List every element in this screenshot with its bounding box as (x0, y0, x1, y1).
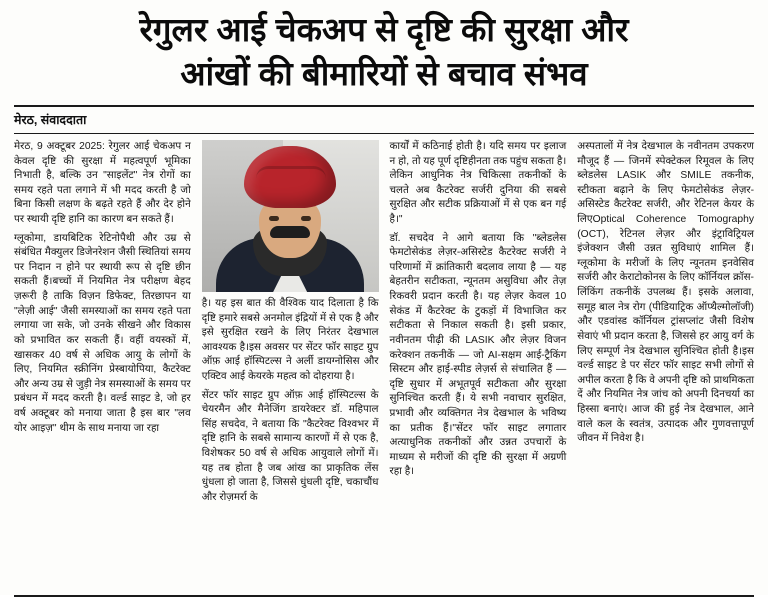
footer-divider (14, 595, 754, 597)
paragraph: ग्लूकोमा, डायबिटिक रेटिनोपैथी और उम्र से संबंधित मैक्युलर डिजेनरेशन जैसी स्थितियां समय पर निदान न होने पर स्थायी रूप से दृष्टि छीन सकती हैं।बच्चों में नियमित नेत्र परीक्षण बेहद ज़रूरी है ताकि विज़न डिफेक्ट, तिरछापन या "लेज़ी आई" जैसी समस्याओं का समय रहते पता लगाया जा सके, जो उनके सीखने और विकास को प्रभावित कर सकती हैं। वहीं वयस्कों में, खासकर 40 वर्ष से अधिक आयु के लोगों के लिए, नियमित स्क्रीनिंग प्रेस्बायोपिया, कैटरेक्ट और अन्य उम्र से जुड़ी नेत्र समस्याओं के समय पर प्रबंधन में मदद करती है। वर्ल्ड साइट डे, जो हर वर्ष अक्टूबर को मनाया जाता है इस बार "लव योर आइज़" थीम के साथ मनाया जा रहा (14, 232, 191, 434)
article-columns (14, 140, 754, 589)
page-title (14, 10, 754, 95)
article-column-1 (14, 140, 191, 589)
headline-divider (14, 105, 754, 107)
paragraph: है। यह इस बात की वैश्विक याद दिलाता है कि दृष्टि हमारे सबसे अनमोल इंद्रियों में से एक है और इसे सुरक्षित रखने के लिए निरंतर देखभाल आवश्यक है।इस अवसर पर सेंटर फॉर साइट ग्रुप ऑफ़ आई हॉस्पिटल्स ने अर्ली डायग्नोसिस और एक्टिव आई केयरके महत्व को दोहराया है। (201, 298, 379, 383)
photo-wrapper (202, 140, 379, 292)
paragraph: मेरठ, 9 अक्टूबर 2025: रेगुलर आई चेकअप न केवल दृष्टि की सुरक्षा में महत्वपूर्ण भूमिका निभाती है, बल्कि उन "साइलेंट" नेत्र रोगों का समय रहते पता लगाने में भी मदद करती है जो बिना किसी लक्षण के बढ़ते रहते हैं और देर होने पर स्थायी दृष्टि हानि का कारण बन सकते हैं। (14, 141, 191, 226)
paragraph: कार्यों में कठिनाई होती है। यदि समय पर इलाज न हो, तो यह पूर्ण दृष्टिहीनता तक पहुंच सकता है। लेकिन आधुनिक नेत्र चिकित्सा तकनीकों के चलते अब कैटरेक्ट सर्जरी दुनिया की सबसे सुरक्षित और सटीक प्रक्रियाओं में से एक बन गई है।" (389, 141, 567, 226)
doctor-portrait-image (202, 140, 379, 292)
paragraph: डॉ. सचदेव ने आगे बताया कि "ब्लेडलेस फेमटोसेकंड लेज़र-असिस्टेड कैटरेक्ट सर्जरी ने परिणामों में क्रांतिकारी बदलाव लाया है — यह बेहतरीन सटीकता, न्यूनतम असुविधा और तेज़ रिकवरी प्रदान करती है। यह लेज़र केवल 10 सेकंड में कैटरेक्ट के टुकड़ों में विभाजित कर सटीकता से निकाल सकती है। इसी प्रकार, नवीनतम पीढ़ी की LASIK और लेज़र विजन करेक्शन तकनीकें — जो AI-सक्षम आई-ट्रैकिंग सिस्टम और हाई-स्पीड लेज़र्स से संचालित हैं — दृष्टि सुधार में अभूतपूर्व सटीकता और सुरक्षा सुनिश्चित करती हैं। ये सभी नवाचार सुरक्षित, प्रभावी और व्यक्तिगत नेत्र देखभाल के भविष्य का प्रतीक हैं।"सेंटर फॉर साइट लगातार अत्याधुनिक तकनीकों और उन्नत उपचारों के माध्यम से मरीजों की दृष्टि की सुरक्षा में अग्रणी रहा है। (389, 232, 567, 478)
article-column-2 (202, 140, 379, 589)
paragraph: अस्पतालों में नेत्र देखभाल के नवीनतम उपकरण मौजूद हैं — जिनमें स्पेक्टेकल रिमूवल के लिए ब्लेडलेस LASIK और SMILE तकनीक, स्टीकता बढ़ाने के लिए फेमटोसेकंड लेज़र-असिस्टेड कैटरेक्ट सर्जरी, और रेटिनल केयर के लिएOptical Coherence Tomography (OCT), रेटिनल लेज़र और इंट्राविट्रियल इंजेक्शन जैसी उन्नत सुविधाएं शामिल हैं। ग्लूकोमा के मरीजों के लिए न्यूनतम इनवेसिव सर्जरी और केराटोकोनस के लिए कॉर्नियल क्रॉस-लिंकिंग तकनीकें उपलब्ध हैं। इसके अलावा, समूह बाल नेत्र रोग (पीडियाट्रिक ऑप्थैल्मोलॉजी) और एडवांस्ड कॉर्नियल ट्रांसप्लांट जैसी विशेष सेवाएं भी प्रदान करता है, जिससे हर आयु वर्ग के लिए सम्पूर्ण नेत्र देखभाल सुनिश्चित होती है।इस वर्ल्ड साइट डे पर सेंटर फॉर साइट सभी लोगों से अपील करता है कि वे अपनी दृष्टि को प्राथमिकता दें और नियमित नेत्र जांच को अपनी दिनचर्या का हिस्सा बनाएं। आज की हुई नेत्र देखभाल, आने वाले कल के स्वतंत्र, उत्पादक और गुणवत्तापूर्ण जीवन में निवेश है। (577, 141, 754, 445)
headline-line-2: आंखों की बीमारियों से बचाव संभव (180, 55, 588, 93)
article-column-4 (577, 140, 754, 589)
portrait-mustache (270, 226, 310, 238)
headline-line-1: रेगुलर आई चेकअप से दृष्टि की सुरक्षा और (139, 11, 629, 48)
portrait-eye-right (301, 216, 311, 221)
paragraph: सेंटर फॉर साइट ग्रुप ऑफ़ आई हॉस्पिटल्स के चेयरमैन और मैनेजिंग डायरेक्टर डॉ. महिपाल सिंह सचदेव, ने बताया कि "कैटरेक्ट विश्वभर में दृष्टि हानि के सबसे सामान्य कारणों में से एक है, विशेषकर 50 वर्ष से अधिक आयुवाले लोगों में। यह तब होता है जब आंख का प्राकृतिक लेंस धुंधला हो जाता है, जिससे धुंधली दृष्टि, चकाचौंध और रोज़मर्रा के (201, 389, 379, 503)
article-column-3 (390, 140, 567, 589)
dateline-divider (14, 133, 754, 135)
dateline: मेरठ, संवाददाता (14, 112, 87, 127)
portrait-eye-left (269, 216, 279, 221)
